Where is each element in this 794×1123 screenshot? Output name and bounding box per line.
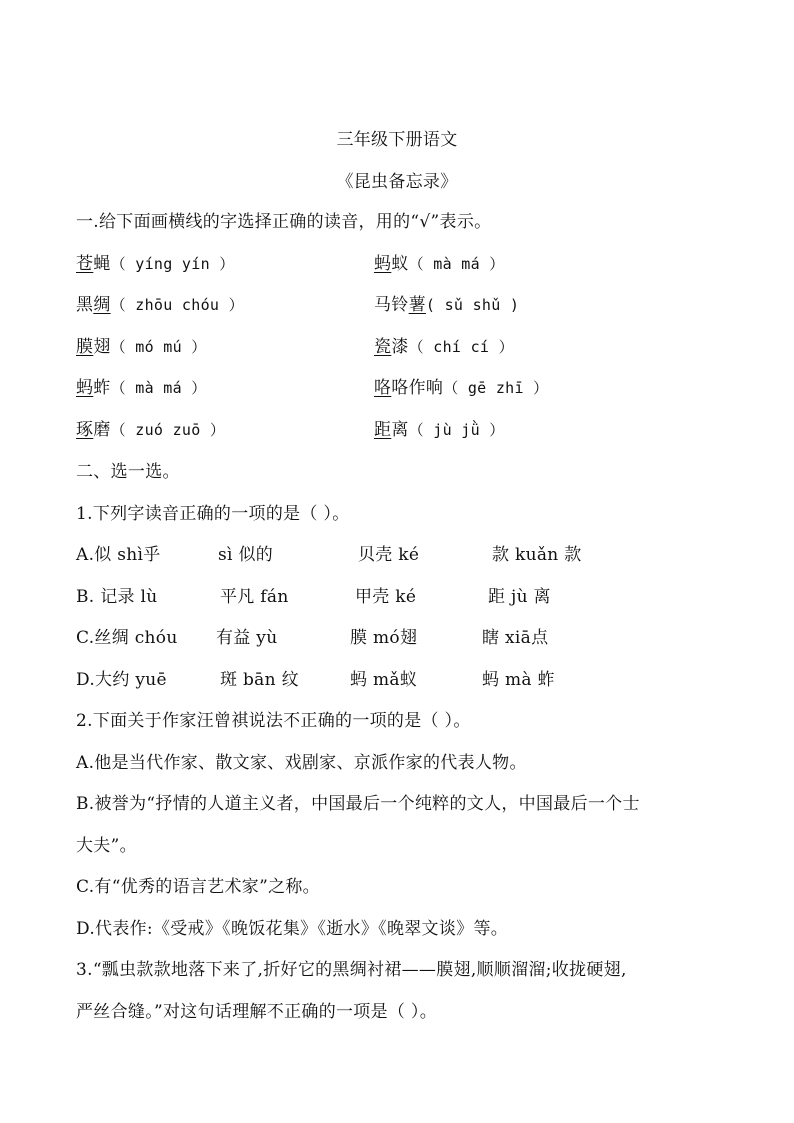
pinyin-item: 膜翅（ mó mú ） [76,337,207,357]
question-2-option-b: B.被誉为“抒情的人道主义者，中国最后一个纯粹的文人，中国最后一个士 [76,794,640,814]
pinyin-item: 马铃薯( sǔ shǔ ) [374,295,520,315]
section2-heading: 二、选一选。 [76,462,180,482]
question-2-option-d: D.代表作:《受戒》《晚饭花集》《逝水》《晚翠文谈》等。 [76,919,509,939]
pinyin-item: 苍蝇（ yíng yín ） [76,254,235,274]
option-c-item: 瞎 xiā点 [482,628,549,648]
pinyin-item: 瓷漆（ chí cí ） [374,337,514,357]
pinyin-item: 黑绸（ zhōu chóu ） [76,295,244,315]
option-a-item: 贝壳 ké [358,545,420,565]
option-c-item: C.丝绸 chóu [76,628,178,648]
option-d-item: 蚂 mà 蚱 [482,670,555,690]
question-2-option-c: C.有“优秀的语言艺术家”之称。 [76,877,320,897]
option-c-item: 膜 mó翅 [350,628,418,648]
question-2-stem: 2.下面关于作家汪曾祺说法不正确的一项的是（ ）。 [76,711,471,731]
page-subtitle: 《昆虫备忘录》 [336,172,458,192]
pinyin-item: 距离（ jù jǜ ） [374,420,505,440]
section1-heading: 一.给下面画横线的字选择正确的读音，用的“√”表示。 [76,212,492,232]
option-d-item: D.大约 yuē [76,670,167,690]
pinyin-item: 蚂蚱（ mà má ） [76,378,207,398]
question-3-stem: 3.“瓢虫款款地落下来了,折好它的黑绸衬裙——膜翅,顺顺溜溜;收拢硬翅, [76,960,627,980]
question-2-option-b-cont: 大夫”。 [76,836,137,856]
pinyin-item: 蚂蚁（ mà má ） [374,254,505,274]
option-b-item: 甲壳 ké [355,587,417,607]
option-a-item: 款 kuǎn 款 [492,545,582,565]
pinyin-item: 咯咯作响（ gē zhī ） [374,378,549,398]
question-1-stem: 1.下列字读音正确的一项的是（ ）。 [76,504,350,524]
option-a-item: A.似 shì乎 [76,545,161,565]
option-b-item: 平凡 fán [220,587,289,607]
option-d-item: 蚂 mǎ蚁 [350,670,418,690]
option-c-item: 有益 yù [216,628,278,648]
pinyin-item: 琢磨（ zuó zuō ） [76,420,226,440]
option-a-item: sì 似的 [218,545,274,565]
option-b-item: 距 jù 离 [488,587,551,607]
question-2-option-a: A.他是当代作家、散文家、戏剧家、京派作家的代表人物。 [76,753,527,773]
option-d-item: 斑 bān 纹 [220,670,299,690]
question-3-stem-cont: 严丝合缝。”对这句话理解不正确的一项是（ ）。 [76,1002,437,1022]
page-title: 三年级下册语文 [336,130,458,150]
option-b-item: B. 记录 lù [76,587,158,607]
